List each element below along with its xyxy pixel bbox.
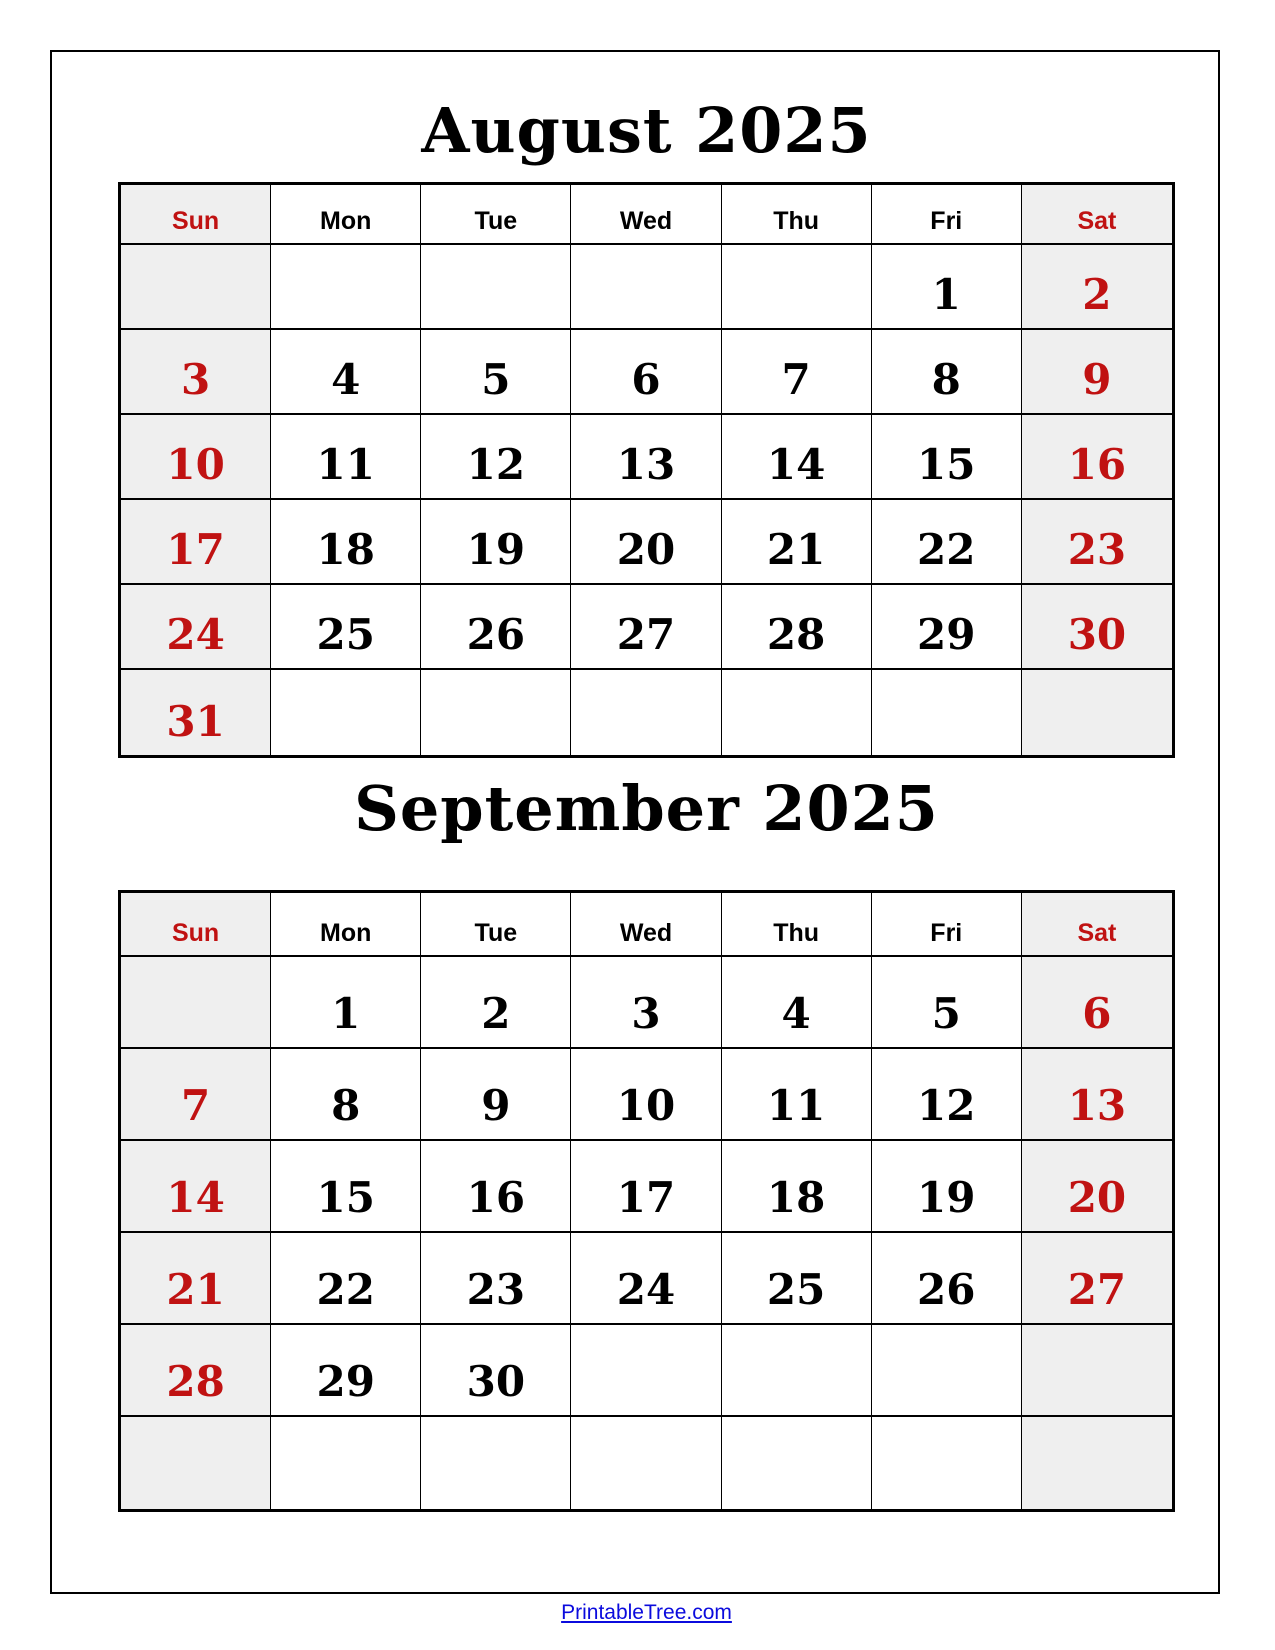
empty-cell	[722, 245, 872, 330]
date-cell-2: 2	[421, 957, 571, 1049]
empty-cell	[571, 670, 721, 755]
day-header-fri: Fri	[872, 893, 1022, 957]
day-header-mon: Mon	[271, 893, 421, 957]
date-cell-25: 25	[271, 585, 421, 670]
date-cell-7: 7	[121, 1049, 271, 1141]
empty-cell	[421, 245, 571, 330]
day-header-wed: Wed	[571, 185, 721, 245]
date-cell-8: 8	[271, 1049, 421, 1141]
date-cell-8: 8	[872, 330, 1022, 415]
date-cell-16: 16	[421, 1141, 571, 1233]
empty-cell	[1022, 1417, 1172, 1509]
date-cell-12: 12	[421, 415, 571, 500]
date-cell-1: 1	[271, 957, 421, 1049]
date-cell-28: 28	[121, 1325, 271, 1417]
date-cell-27: 27	[571, 585, 721, 670]
date-cell-5: 5	[421, 330, 571, 415]
date-cell-19: 19	[421, 500, 571, 585]
date-cell-25: 25	[722, 1233, 872, 1325]
date-cell-14: 14	[722, 415, 872, 500]
empty-cell	[571, 1325, 721, 1417]
date-cell-13: 13	[1022, 1049, 1172, 1141]
date-cell-26: 26	[872, 1233, 1022, 1325]
footer-link[interactable]: PrintableTree.com	[561, 1601, 732, 1624]
date-cell-6: 6	[1022, 957, 1172, 1049]
empty-cell	[571, 245, 721, 330]
date-cell-5: 5	[872, 957, 1022, 1049]
day-header-thu: Thu	[722, 893, 872, 957]
month-september	[118, 772, 1175, 1512]
day-header-thu: Thu	[722, 185, 872, 245]
day-header-wed: Wed	[571, 893, 721, 957]
date-cell-13: 13	[571, 415, 721, 500]
month-august	[118, 94, 1175, 758]
date-cell-7: 7	[722, 330, 872, 415]
date-cell-15: 15	[872, 415, 1022, 500]
date-cell-17: 17	[571, 1141, 721, 1233]
day-header-sat: Sat	[1022, 893, 1172, 957]
empty-cell	[271, 1417, 421, 1509]
date-cell-24: 24	[121, 585, 271, 670]
date-cell-20: 20	[571, 500, 721, 585]
date-cell-18: 18	[271, 500, 421, 585]
date-cell-24: 24	[571, 1233, 721, 1325]
date-cell-10: 10	[571, 1049, 721, 1141]
date-cell-4: 4	[271, 330, 421, 415]
day-header-fri: Fri	[872, 185, 1022, 245]
empty-cell	[872, 670, 1022, 755]
date-cell-4: 4	[722, 957, 872, 1049]
empty-cell	[1022, 670, 1172, 755]
empty-cell	[722, 1417, 872, 1509]
month-title: September 2025	[354, 772, 939, 845]
date-cell-29: 29	[271, 1325, 421, 1417]
date-cell-6: 6	[571, 330, 721, 415]
calendar-grid	[118, 182, 1175, 758]
day-header-sat: Sat	[1022, 185, 1172, 245]
date-cell-16: 16	[1022, 415, 1172, 500]
date-cell-20: 20	[1022, 1141, 1172, 1233]
empty-cell	[121, 1417, 271, 1509]
date-cell-22: 22	[271, 1233, 421, 1325]
date-cell-11: 11	[271, 415, 421, 500]
date-cell-26: 26	[421, 585, 571, 670]
empty-cell	[121, 957, 271, 1049]
date-cell-9: 9	[421, 1049, 571, 1141]
day-header-sun: Sun	[121, 893, 271, 957]
day-header-mon: Mon	[271, 185, 421, 245]
date-cell-29: 29	[872, 585, 1022, 670]
empty-cell	[1022, 1325, 1172, 1417]
empty-cell	[271, 670, 421, 755]
empty-cell	[872, 1325, 1022, 1417]
date-cell-23: 23	[1022, 500, 1172, 585]
date-cell-3: 3	[121, 330, 271, 415]
date-cell-9: 9	[1022, 330, 1172, 415]
date-cell-19: 19	[872, 1141, 1022, 1233]
empty-cell	[872, 1417, 1022, 1509]
day-header-sun: Sun	[121, 185, 271, 245]
empty-cell	[121, 245, 271, 330]
date-cell-14: 14	[121, 1141, 271, 1233]
empty-cell	[421, 670, 571, 755]
date-cell-21: 21	[722, 500, 872, 585]
date-cell-17: 17	[121, 500, 271, 585]
empty-cell	[722, 1325, 872, 1417]
footer	[118, 1601, 1175, 1625]
date-cell-30: 30	[1022, 585, 1172, 670]
empty-cell	[571, 1417, 721, 1509]
day-header-tue: Tue	[421, 893, 571, 957]
day-header-tue: Tue	[421, 185, 571, 245]
empty-cell	[722, 670, 872, 755]
date-cell-30: 30	[421, 1325, 571, 1417]
date-cell-27: 27	[1022, 1233, 1172, 1325]
date-cell-11: 11	[722, 1049, 872, 1141]
empty-cell	[421, 1417, 571, 1509]
date-cell-18: 18	[722, 1141, 872, 1233]
month-title: August 2025	[421, 94, 872, 167]
date-cell-23: 23	[421, 1233, 571, 1325]
date-cell-15: 15	[271, 1141, 421, 1233]
calendar-grid	[118, 890, 1175, 1512]
date-cell-2: 2	[1022, 245, 1172, 330]
date-cell-12: 12	[872, 1049, 1022, 1141]
date-cell-21: 21	[121, 1233, 271, 1325]
date-cell-28: 28	[722, 585, 872, 670]
date-cell-1: 1	[872, 245, 1022, 330]
date-cell-31: 31	[121, 670, 271, 755]
date-cell-3: 3	[571, 957, 721, 1049]
empty-cell	[271, 245, 421, 330]
date-cell-10: 10	[121, 415, 271, 500]
date-cell-22: 22	[872, 500, 1022, 585]
